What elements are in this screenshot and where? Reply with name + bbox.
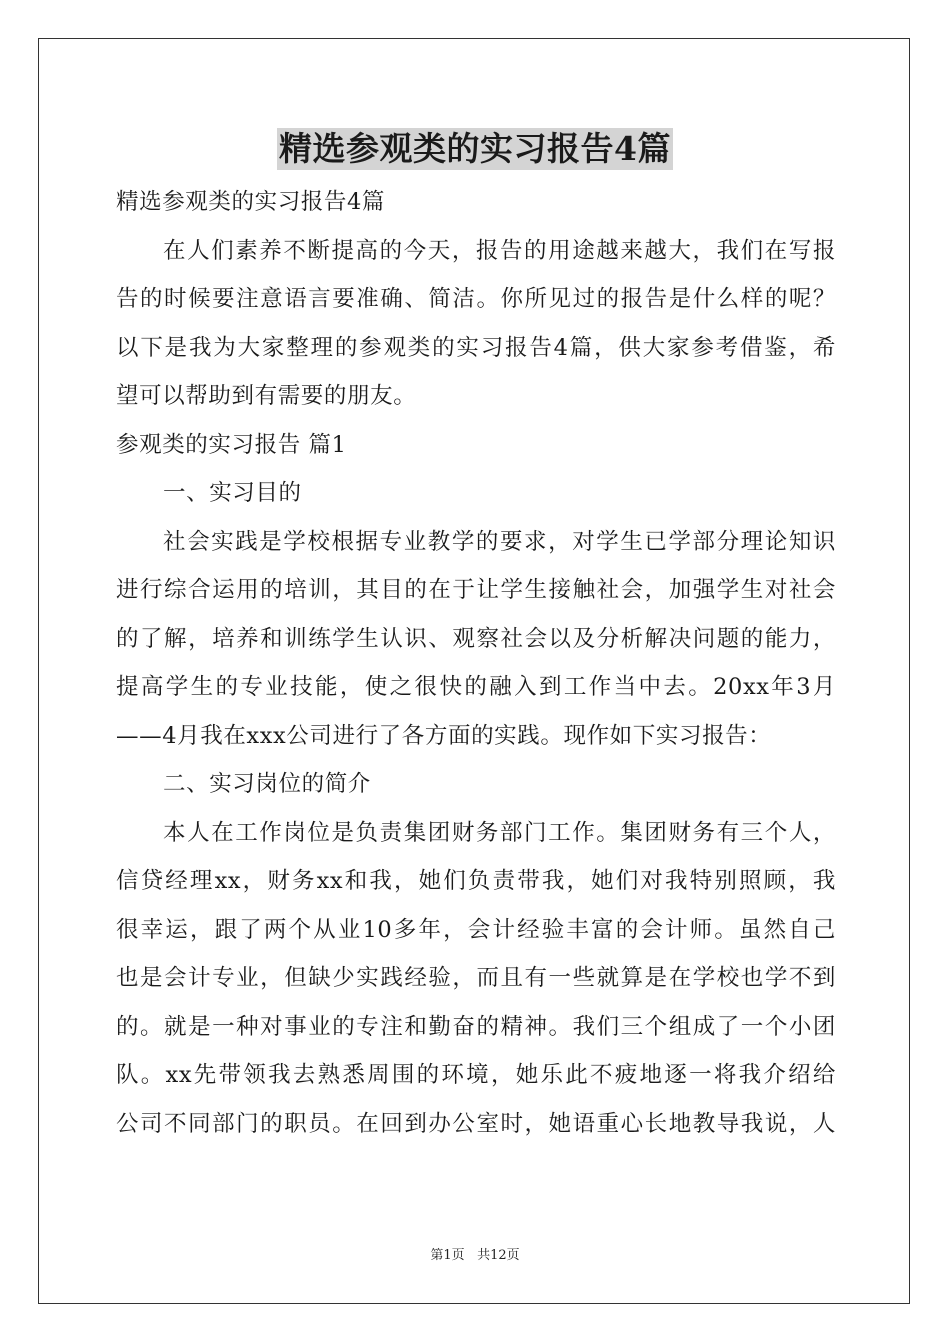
paragraph-line: 望可以帮助到有需要的朋友。 xyxy=(116,383,417,409)
page-footer xyxy=(0,1244,950,1263)
paragraph-line: 也是会计专业，但缺少实践经验，而且有一些就算是在学校也学不到 xyxy=(116,965,836,991)
paragraph-line: 告的时候要注意语言要准确、简洁。你所见过的报告是什么样的呢？ xyxy=(116,286,836,312)
paragraph-line: 信贷经理xx，财务xx和我，她们负责带我，她们对我特别照顾，我 xyxy=(116,868,836,894)
paragraph-line: 进行综合运用的培训，其目的在于让学生接触社会，加强学生对社会 xyxy=(116,577,836,603)
page-number: 第1页 xyxy=(430,1248,465,1263)
section-heading: 参观类的实习报告 篇1 xyxy=(116,431,347,458)
paragraph-line: 本人在工作岗位是负责集团财务部门工作。集团财务有三个人， xyxy=(163,819,836,846)
paragraph-line: 公司不同部门的职员。在回到办公室时，她语重心长地教导我说，人 xyxy=(116,1110,836,1137)
paragraph-line: 在人们素养不断提高的今天，报告的用途越来越大，我们在写报 xyxy=(163,237,836,264)
document-body xyxy=(116,178,836,1148)
document-title: 精选参观类的实习报告4篇 xyxy=(279,129,671,168)
paragraph-line: 的。就是一种对事业的专注和勤奋的精神。我们三个组成了一个小团 xyxy=(116,1013,836,1040)
paragraph-line: ——4月我在xxx公司进行了各方面的实践。现作如下实习报告： xyxy=(116,722,772,749)
paragraph-line: 的了解，培养和训练学生认识、观察社会以及分析解决问题的能力， xyxy=(116,625,836,652)
subsection-heading: 二、实习岗位的简介 xyxy=(163,771,371,797)
paragraph-line: 社会实践是学校根据专业教学的要求，对学生已学部分理论知识 xyxy=(163,528,836,555)
paragraph-line: 提高学生的专业技能，使之很快的融入到工作当中去。20xx年3月 xyxy=(116,674,836,700)
title-container xyxy=(0,128,950,170)
paragraph-line: 队。xx先带领我去熟悉周围的环境，她乐此不疲地逐一将我介绍给 xyxy=(116,1062,836,1088)
paragraph-line: 以下是我为大家整理的参观类的实习报告4篇，供大家参考借鉴，希 xyxy=(116,334,836,361)
subsection-heading: 一、实习目的 xyxy=(163,480,302,506)
paragraph-line: 很幸运，跟了两个从业10多年，会计经验丰富的会计师。虽然自己 xyxy=(116,916,836,943)
page-total: 共12页 xyxy=(477,1248,520,1263)
subtitle-line: 精选参观类的实习报告4篇 xyxy=(116,189,386,215)
